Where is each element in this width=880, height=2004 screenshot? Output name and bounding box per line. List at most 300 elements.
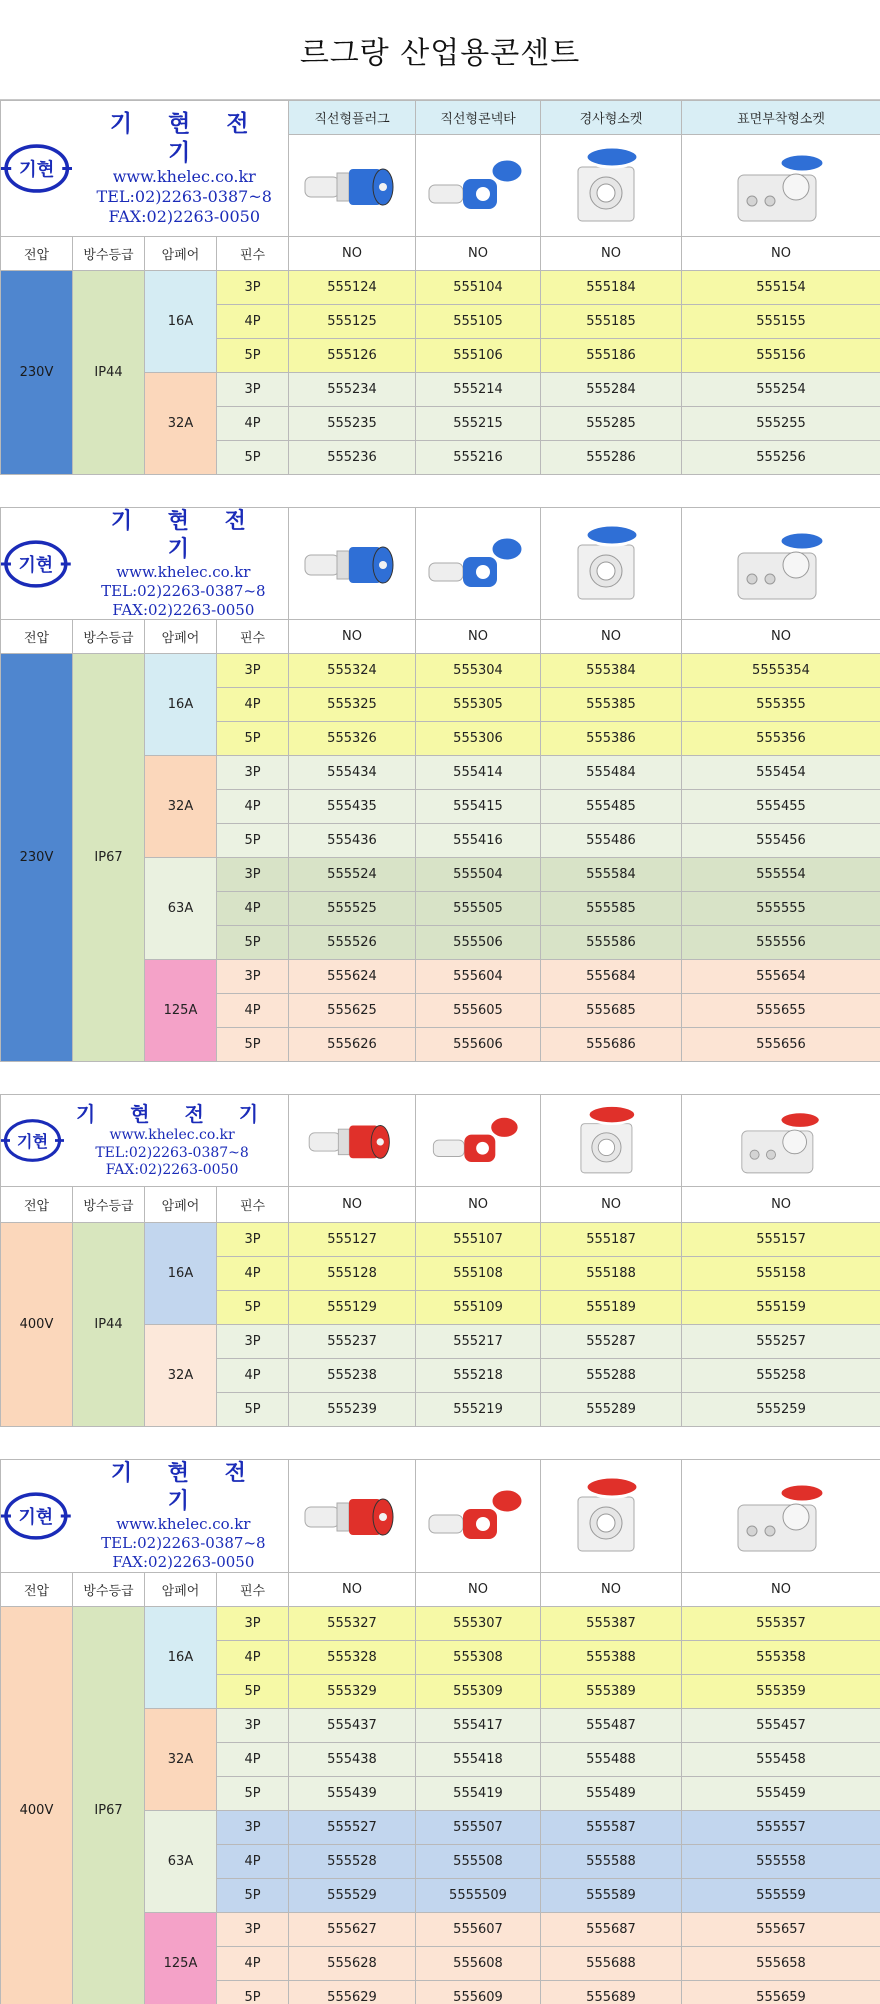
- row-header-ip: 방수등급: [73, 1187, 145, 1223]
- part-number-cell: 555235: [289, 407, 416, 441]
- pin-cell: 3P: [217, 1708, 289, 1742]
- company-name: 기 현 전 기: [76, 1102, 273, 1126]
- part-number-cell: 555608: [416, 1946, 541, 1980]
- part-number-cell: 555589: [541, 1878, 682, 1912]
- pin-cell: 5P: [217, 1028, 289, 1062]
- product-image-cell: [416, 1460, 541, 1572]
- no-header: NO: [682, 1187, 880, 1223]
- amperage-cell: 125A: [145, 960, 217, 1062]
- straight-plug-icon: [297, 519, 407, 609]
- part-number-cell: 555559: [682, 1878, 880, 1912]
- product-table: [0, 1459, 880, 2004]
- company-website: www.khelec.co.kr: [116, 1515, 251, 1534]
- part-number-cell: 555159: [682, 1291, 880, 1325]
- pin-cell: 3P: [217, 1912, 289, 1946]
- part-number-cell: 555504: [416, 858, 541, 892]
- no-header: NO: [541, 237, 682, 271]
- company-info: [72, 1102, 272, 1180]
- part-number-cell: 555457: [682, 1708, 880, 1742]
- part-number-cell: 555355: [682, 688, 880, 722]
- part-number-cell: 555387: [541, 1606, 682, 1640]
- part-number-cell: 555624: [289, 960, 416, 994]
- company-tel: TEL:02)2263-0387~8: [96, 187, 272, 207]
- table-row: [1, 654, 880, 688]
- straight-plug-icon: [297, 1471, 407, 1561]
- part-number-cell: 555687: [541, 1912, 682, 1946]
- part-number-cell: 555436: [289, 824, 416, 858]
- part-number-cell: 555309: [416, 1674, 541, 1708]
- part-number-cell: 555359: [682, 1674, 880, 1708]
- logo-cell: [1, 508, 289, 620]
- pin-cell: 3P: [217, 654, 289, 688]
- part-number-cell: 555386: [541, 722, 682, 756]
- product-image-cell: [289, 1460, 416, 1572]
- company-info: [79, 508, 288, 619]
- section-gap: [0, 1062, 880, 1094]
- part-number-cell: 555558: [682, 1844, 880, 1878]
- part-number-cell: 555289: [541, 1393, 682, 1427]
- part-number-cell: 555219: [416, 1393, 541, 1427]
- part-number-cell: 555256: [682, 441, 880, 475]
- part-number-cell: 555415: [416, 790, 541, 824]
- product-image-cell: [416, 1095, 541, 1187]
- table-row: [1, 1223, 880, 1257]
- pin-cell: 5P: [217, 441, 289, 475]
- pin-cell: 5P: [217, 722, 289, 756]
- part-number-cell: 555528: [289, 1844, 416, 1878]
- product-table: [0, 507, 880, 1062]
- part-number-cell: 555238: [289, 1359, 416, 1393]
- pin-cell: 4P: [217, 1640, 289, 1674]
- table-row: [1, 271, 880, 305]
- part-number-cell: 555107: [416, 1223, 541, 1257]
- part-number-cell: 555434: [289, 756, 416, 790]
- part-number-cell: 555416: [416, 824, 541, 858]
- no-header: NO: [541, 620, 682, 654]
- company-fax: FAX:02)2263-0050: [105, 1162, 239, 1178]
- part-number-cell: 555287: [541, 1325, 682, 1359]
- part-number-cell: 555285: [541, 407, 682, 441]
- pin-cell: 4P: [217, 892, 289, 926]
- product-image-cell: [682, 1460, 880, 1572]
- part-number-cell: 555326: [289, 722, 416, 756]
- pin-cell: 3P: [217, 756, 289, 790]
- pin-cell: 4P: [217, 1844, 289, 1878]
- part-number-cell: 555187: [541, 1223, 682, 1257]
- part-number-cell: 555606: [416, 1028, 541, 1062]
- ip-rating-cell: IP67: [73, 1606, 145, 2004]
- part-number-cell: 555505: [416, 892, 541, 926]
- part-number-cell: 555358: [682, 1640, 880, 1674]
- part-number-cell: 555327: [289, 1606, 416, 1640]
- amperage-cell: 16A: [145, 654, 217, 756]
- product-image-cell: [682, 508, 880, 620]
- part-number-cell: 555627: [289, 1912, 416, 1946]
- product-image-cell: [289, 135, 416, 237]
- part-number-cell: 555455: [682, 790, 880, 824]
- part-number-cell: 555254: [682, 373, 880, 407]
- no-header: NO: [416, 1572, 541, 1606]
- pin-cell: 5P: [217, 926, 289, 960]
- product-table: [0, 100, 880, 475]
- angled-socket-icon: [556, 1471, 666, 1561]
- part-number-cell: 5555354: [682, 654, 880, 688]
- no-header: NO: [289, 237, 416, 271]
- angled-socket-icon: [556, 1100, 666, 1182]
- part-number-cell: 555437: [289, 1708, 416, 1742]
- part-number-cell: 555184: [541, 271, 682, 305]
- part-number-cell: 5555509: [416, 1878, 541, 1912]
- column-header: 직선형플러그: [289, 101, 416, 135]
- part-number-cell: 555628: [289, 1946, 416, 1980]
- part-number-cell: 555684: [541, 960, 682, 994]
- part-number-cell: 555304: [416, 654, 541, 688]
- surface-socket-icon: [726, 1471, 836, 1561]
- part-number-cell: 555585: [541, 892, 682, 926]
- row-header-voltage: 전압: [1, 620, 73, 654]
- row-header-amp: 암페어: [145, 1572, 217, 1606]
- part-number-cell: 555286: [541, 441, 682, 475]
- section-gap: [0, 475, 880, 507]
- part-number-cell: 555654: [682, 960, 880, 994]
- product-table: [0, 1094, 880, 1427]
- part-number-cell: 555656: [682, 1028, 880, 1062]
- part-number-cell: 555106: [416, 339, 541, 373]
- amperage-cell: 16A: [145, 1223, 217, 1325]
- part-number-cell: 555485: [541, 790, 682, 824]
- part-number-cell: 555556: [682, 926, 880, 960]
- section-gap: [0, 1427, 880, 1459]
- part-number-cell: 555328: [289, 1640, 416, 1674]
- part-number-cell: 555584: [541, 858, 682, 892]
- company-fax: FAX:02)2263-0050: [112, 1552, 255, 1571]
- amperage-cell: 32A: [145, 373, 217, 475]
- pin-cell: 5P: [217, 1393, 289, 1427]
- part-number-cell: 555508: [416, 1844, 541, 1878]
- straight-connector-icon: [423, 141, 533, 231]
- company-website: www.khelec.co.kr: [109, 1127, 235, 1143]
- part-number-cell: 555258: [682, 1359, 880, 1393]
- part-number-cell: 555686: [541, 1028, 682, 1062]
- part-number-cell: 555486: [541, 824, 682, 858]
- part-number-cell: 555456: [682, 824, 880, 858]
- part-number-cell: 555657: [682, 1912, 880, 1946]
- part-number-cell: 555604: [416, 960, 541, 994]
- ip-rating-cell: IP44: [73, 1223, 145, 1427]
- part-number-cell: 555527: [289, 1810, 416, 1844]
- pin-cell: 4P: [217, 1359, 289, 1393]
- pin-cell: 5P: [217, 1776, 289, 1810]
- no-header: NO: [682, 620, 880, 654]
- logo-cell: [1, 101, 289, 237]
- part-number-cell: 555109: [416, 1291, 541, 1325]
- table-row: [1, 1606, 880, 1640]
- product-image-cell: [682, 135, 880, 237]
- row-header-amp: 암페어: [145, 237, 217, 271]
- part-number-cell: 555125: [289, 305, 416, 339]
- part-number-cell: 555259: [682, 1393, 880, 1427]
- company-fax: FAX:02)2263-0050: [108, 207, 260, 227]
- company-tel: TEL:02)2263-0387~8: [95, 1144, 249, 1161]
- part-number-cell: 555325: [289, 688, 416, 722]
- part-number-cell: 555587: [541, 1810, 682, 1844]
- part-number-cell: 555385: [541, 688, 682, 722]
- company-logo: [1, 508, 288, 619]
- logo-cell: [1, 1095, 289, 1187]
- angled-socket-icon: [556, 519, 666, 609]
- part-number-cell: 555438: [289, 1742, 416, 1776]
- company-emblem-icon: [1, 141, 72, 196]
- part-number-cell: 555607: [416, 1912, 541, 1946]
- part-number-cell: 555185: [541, 305, 682, 339]
- part-number-cell: 555236: [289, 441, 416, 475]
- company-logo: [1, 1102, 288, 1180]
- part-number-cell: 555659: [682, 1980, 880, 2004]
- part-number-cell: 555357: [682, 1606, 880, 1640]
- part-number-cell: 555609: [416, 1980, 541, 2004]
- row-header-pin: 핀수: [217, 620, 289, 654]
- part-number-cell: 555158: [682, 1257, 880, 1291]
- part-number-cell: 555284: [541, 373, 682, 407]
- straight-connector-icon: [423, 1471, 533, 1561]
- surface-socket-icon: [726, 1100, 836, 1182]
- part-number-cell: 555329: [289, 1674, 416, 1708]
- part-number-cell: 555488: [541, 1742, 682, 1776]
- surface-socket-icon: [726, 519, 836, 609]
- part-number-cell: 555557: [682, 1810, 880, 1844]
- part-number-cell: 555154: [682, 271, 880, 305]
- pin-cell: 5P: [217, 1291, 289, 1325]
- part-number-cell: 555306: [416, 722, 541, 756]
- amperage-cell: 32A: [145, 1708, 217, 1810]
- part-number-cell: 555605: [416, 994, 541, 1028]
- part-number-cell: 555484: [541, 756, 682, 790]
- row-header-ip: 방수등급: [73, 1572, 145, 1606]
- surface-socket-icon: [726, 141, 836, 231]
- company-info: [80, 110, 288, 228]
- pin-cell: 4P: [217, 994, 289, 1028]
- part-number-cell: 555356: [682, 722, 880, 756]
- part-number-cell: 555255: [682, 407, 880, 441]
- part-number-cell: 555186: [541, 339, 682, 373]
- part-number-cell: 555155: [682, 305, 880, 339]
- pin-cell: 5P: [217, 1980, 289, 2004]
- row-header-amp: 암페어: [145, 1187, 217, 1223]
- logo-text: 기현: [16, 1132, 49, 1152]
- part-number-cell: 555257: [682, 1325, 880, 1359]
- part-number-cell: 555129: [289, 1291, 416, 1325]
- pin-cell: 3P: [217, 1325, 289, 1359]
- part-number-cell: 555218: [416, 1359, 541, 1393]
- row-header-amp: 암페어: [145, 620, 217, 654]
- pin-cell: 4P: [217, 1946, 289, 1980]
- part-number-cell: 555554: [682, 858, 880, 892]
- pin-cell: 3P: [217, 960, 289, 994]
- part-number-cell: 555104: [416, 271, 541, 305]
- amperage-cell: 125A: [145, 1912, 217, 2004]
- part-number-cell: 555384: [541, 654, 682, 688]
- angled-socket-icon: [556, 141, 666, 231]
- pin-cell: 4P: [217, 1742, 289, 1776]
- company-name: 기 현 전 기: [109, 109, 263, 166]
- part-number-cell: 555105: [416, 305, 541, 339]
- product-image-cell: [541, 1460, 682, 1572]
- ip-rating-cell: IP44: [73, 271, 145, 475]
- part-number-cell: 555324: [289, 654, 416, 688]
- part-number-cell: 555625: [289, 994, 416, 1028]
- pin-cell: 4P: [217, 1257, 289, 1291]
- product-image-cell: [416, 508, 541, 620]
- part-number-cell: 555629: [289, 1980, 416, 2004]
- pin-cell: 3P: [217, 1223, 289, 1257]
- product-image-cell: [416, 135, 541, 237]
- no-header: NO: [541, 1187, 682, 1223]
- pin-cell: 3P: [217, 373, 289, 407]
- part-number-cell: 555308: [416, 1640, 541, 1674]
- pin-cell: 5P: [217, 1878, 289, 1912]
- part-number-cell: 555588: [541, 1844, 682, 1878]
- part-number-cell: 555526: [289, 926, 416, 960]
- part-number-cell: 555489: [541, 1776, 682, 1810]
- voltage-cell: 400V: [1, 1223, 73, 1427]
- row-header-voltage: 전압: [1, 1187, 73, 1223]
- part-number-cell: 555524: [289, 858, 416, 892]
- part-number-cell: 555507: [416, 1810, 541, 1844]
- pin-cell: 4P: [217, 407, 289, 441]
- no-header: NO: [289, 620, 416, 654]
- part-number-cell: 555439: [289, 1776, 416, 1810]
- no-header: NO: [416, 1187, 541, 1223]
- product-image-cell: [541, 1095, 682, 1187]
- part-number-cell: 555156: [682, 339, 880, 373]
- no-header: NO: [541, 1572, 682, 1606]
- part-number-cell: 555124: [289, 271, 416, 305]
- no-header: NO: [289, 1187, 416, 1223]
- part-number-cell: 555216: [416, 441, 541, 475]
- company-website: www.khelec.co.kr: [116, 563, 251, 581]
- straight-plug-icon: [297, 141, 407, 231]
- company-tel: TEL:02)2263-0387~8: [101, 1534, 266, 1552]
- pin-cell: 3P: [217, 271, 289, 305]
- row-header-voltage: 전압: [1, 237, 73, 271]
- ip-rating-cell: IP67: [73, 654, 145, 1062]
- part-number-cell: 555157: [682, 1223, 880, 1257]
- company-logo: [1, 110, 288, 228]
- company-emblem-icon: [1, 538, 71, 590]
- part-number-cell: 555188: [541, 1257, 682, 1291]
- part-number-cell: 555288: [541, 1359, 682, 1393]
- amperage-cell: 63A: [145, 858, 217, 960]
- company-emblem-icon: [1, 1117, 64, 1164]
- row-header-ip: 방수등급: [73, 620, 145, 654]
- part-number-cell: 555689: [541, 1980, 682, 2004]
- row-header-ip: 방수등급: [73, 237, 145, 271]
- part-number-cell: 555307: [416, 1606, 541, 1640]
- logo-text: 기현: [18, 159, 55, 181]
- part-number-cell: 555237: [289, 1325, 416, 1359]
- voltage-cell: 230V: [1, 654, 73, 1062]
- straight-connector-icon: [423, 1100, 533, 1182]
- part-number-cell: 555658: [682, 1946, 880, 1980]
- no-header: NO: [682, 1572, 880, 1606]
- part-number-cell: 555458: [682, 1742, 880, 1776]
- voltage-cell: 230V: [1, 271, 73, 475]
- part-number-cell: 555626: [289, 1028, 416, 1062]
- part-number-cell: 555454: [682, 756, 880, 790]
- no-header: NO: [416, 620, 541, 654]
- part-number-cell: 555685: [541, 994, 682, 1028]
- pin-cell: 3P: [217, 1606, 289, 1640]
- part-number-cell: 555459: [682, 1776, 880, 1810]
- pin-cell: 5P: [217, 824, 289, 858]
- part-number-cell: 555127: [289, 1223, 416, 1257]
- pin-cell: 4P: [217, 790, 289, 824]
- amperage-cell: 16A: [145, 1606, 217, 1708]
- logo-cell: [1, 1460, 289, 1572]
- sections-container: [0, 100, 880, 2004]
- no-header: NO: [682, 237, 880, 271]
- part-number-cell: 555414: [416, 756, 541, 790]
- part-number-cell: 555217: [416, 1325, 541, 1359]
- logo-text: 기현: [18, 1506, 54, 1528]
- company-tel: TEL:02)2263-0387~8: [101, 581, 266, 600]
- company-fax: FAX:02)2263-0050: [112, 600, 255, 619]
- amperage-cell: 16A: [145, 271, 217, 373]
- part-number-cell: 555487: [541, 1708, 682, 1742]
- pin-cell: 4P: [217, 305, 289, 339]
- part-number-cell: 555126: [289, 339, 416, 373]
- amperage-cell: 32A: [145, 756, 217, 858]
- part-number-cell: 555389: [541, 1674, 682, 1708]
- part-number-cell: 555388: [541, 1640, 682, 1674]
- straight-connector-icon: [423, 519, 533, 609]
- pin-cell: 4P: [217, 688, 289, 722]
- company-website: www.khelec.co.kr: [112, 167, 256, 187]
- row-header-pin: 핀수: [217, 1572, 289, 1606]
- part-number-cell: 555418: [416, 1742, 541, 1776]
- page-title: 르그랑 산업용콘센트: [0, 0, 880, 100]
- pin-cell: 5P: [217, 1674, 289, 1708]
- company-emblem-icon: [1, 1490, 71, 1542]
- part-number-cell: 555655: [682, 994, 880, 1028]
- part-number-cell: 555214: [416, 373, 541, 407]
- voltage-cell: 400V: [1, 1606, 73, 2004]
- product-image-cell: [541, 508, 682, 620]
- column-header: 경사형소켓: [541, 101, 682, 135]
- column-header: 직선형콘넥타: [416, 101, 541, 135]
- product-image-cell: [541, 135, 682, 237]
- part-number-cell: 555128: [289, 1257, 416, 1291]
- logo-text: 기현: [18, 554, 54, 576]
- part-number-cell: 555435: [289, 790, 416, 824]
- amperage-cell: 32A: [145, 1325, 217, 1427]
- row-header-pin: 핀수: [217, 237, 289, 271]
- part-number-cell: 555189: [541, 1291, 682, 1325]
- pin-cell: 3P: [217, 1810, 289, 1844]
- product-image-cell: [289, 508, 416, 620]
- part-number-cell: 555525: [289, 892, 416, 926]
- product-image-cell: [682, 1095, 880, 1187]
- part-number-cell: 555419: [416, 1776, 541, 1810]
- part-number-cell: 555417: [416, 1708, 541, 1742]
- part-number-cell: 555234: [289, 373, 416, 407]
- company-logo: [1, 1460, 288, 1571]
- row-header-voltage: 전압: [1, 1572, 73, 1606]
- column-header: 표면부착형소켓: [682, 101, 880, 135]
- part-number-cell: 555239: [289, 1393, 416, 1427]
- straight-plug-icon: [297, 1100, 407, 1182]
- part-number-cell: 555215: [416, 407, 541, 441]
